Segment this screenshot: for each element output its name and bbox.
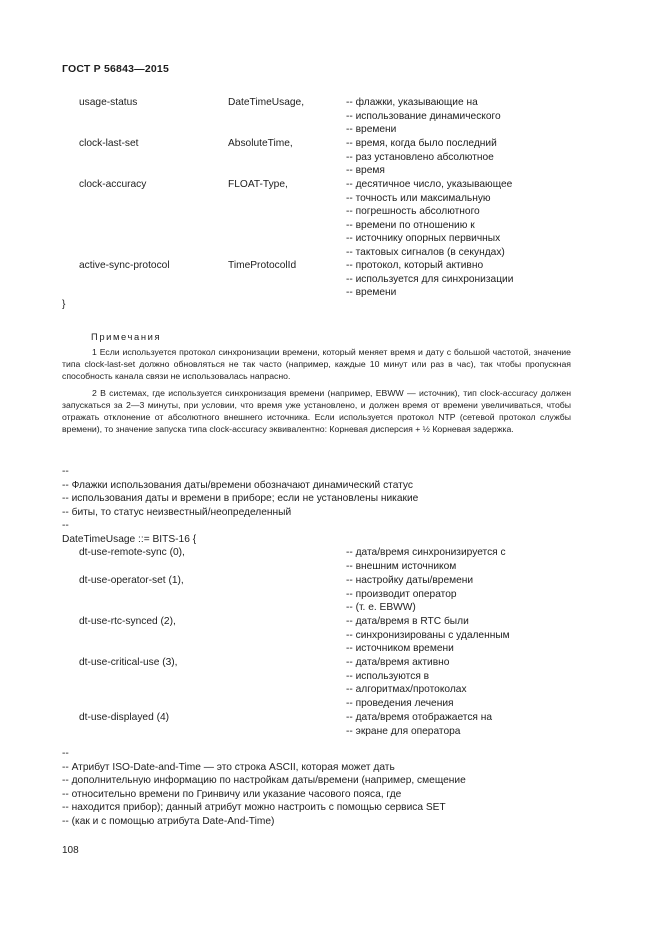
attr-name: active-sync-protocol <box>79 260 170 271</box>
closing-brace: } <box>62 299 66 310</box>
code-line: -- Флажки использования даты/времени обозначают динамический статус <box>62 479 414 491</box>
code-line: -- биты, то статус неизвестный/неопределенный <box>62 506 292 518</box>
comment-line: -- источнику опорных первичных <box>346 233 501 244</box>
standard-header: ГОСТ Р 56843—2015 <box>62 63 170 75</box>
code-line: -- Атрибут ISO-Date-and-Time — это строка ASCII, которая может дать <box>62 761 395 773</box>
comment-line: -- настройку даты/времени <box>346 575 474 586</box>
comment-line: -- дата/время синхронизируется с <box>346 547 506 558</box>
comment-line: -- дата/время в RTC были <box>346 616 469 627</box>
comment-line: -- точность или максимальную <box>346 192 491 204</box>
comment-line: -- раз установлено абсолютное <box>346 151 494 163</box>
bit-name: dt-use-rtc-synced (2), <box>79 616 176 627</box>
bit-name: dt-use-operator-set (1), <box>79 575 184 586</box>
code-line: -- дополнительную информацию по настройкам даты/времени (например, смещение <box>62 775 466 786</box>
note-2: 2 В системах, где используется синхронизация времени (например, EBWW — источник), тип clock-accuracy должен запускаться за 2—3 минуты, при условии, что время уже установлено, и должен время от времени увеличиваться, чтобы отражать отклонение от абсолютного внешнего источника. Если используется протокол NTP (сетевой протокол службы времени), то значение запуска типа clock-accuracy эквивалентно: Корневая дисперсия + ½ Корневая задержка. <box>62 388 571 434</box>
code-line: -- использования даты и времени в приборе; если не установлены никакие <box>62 493 419 504</box>
attr-comment <box>346 96 501 137</box>
comment-line: -- производит оператор <box>346 588 457 600</box>
code-line: -- находится прибор); данный атрибут можно настроить с помощью сервиса SET <box>62 802 446 813</box>
attr-comment <box>346 137 497 178</box>
comment-line: -- погрешность абсолютного <box>346 206 480 217</box>
comment-line: -- протокол, который активно <box>346 260 484 271</box>
comment-line: -- используются в <box>346 670 430 682</box>
bit-comment <box>346 615 510 656</box>
page-number: 108 <box>62 845 79 856</box>
attr-name: clock-accuracy <box>79 179 147 190</box>
attr-name: clock-last-set <box>79 138 139 149</box>
bit-name: dt-use-displayed (4) <box>79 712 170 723</box>
comment-line: -- времени <box>346 124 397 135</box>
code-line: -- относительно времени по Гринвичу или указание часового пояса, где <box>62 788 402 800</box>
attr-comment <box>346 178 512 259</box>
comment-line: -- времени <box>346 287 397 298</box>
comment-line: -- дата/время отображается на <box>346 712 493 723</box>
comment-line: -- флажки, указывающие на <box>346 97 478 108</box>
comment-line: -- десятичное число, указывающее <box>346 179 513 190</box>
note-1: 1 Если используется протокол синхронизации времени, который меняет время и дату с большой частотой, значение типа clock-last-set должно обновляться не так часто (например, каждые 10 минут или раз в час), так чтобы пропускная способность канала связи не использовалась напрасно. <box>62 347 571 381</box>
bit-name: dt-use-remote-sync (0), <box>79 547 185 558</box>
comment-line: -- (т. е. EBWW) <box>346 602 416 613</box>
bit-comment <box>346 546 506 573</box>
attr-type: FLOAT-Type, <box>228 179 288 190</box>
code-line: -- <box>62 520 69 531</box>
comment-line: -- источником времени <box>346 643 454 654</box>
code-line: -- (как и с помощью атрибута Date-And-Time) <box>62 815 275 827</box>
comment-line: -- время <box>346 165 385 176</box>
comment-line: -- алгоритмах/протоколах <box>346 684 467 695</box>
comment-line: -- внешним источником <box>346 560 457 572</box>
comment-line: -- синхронизированы с удаленным <box>346 629 510 641</box>
comment-line: -- дата/время активно <box>346 657 450 668</box>
attr-type: DateTimeUsage, <box>228 97 305 108</box>
type-definition: DateTimeUsage ::= BITS-16 { <box>62 533 197 545</box>
attr-comment <box>346 259 513 300</box>
bit-comment <box>346 656 467 710</box>
attr-type: TimeProtocolId <box>228 260 297 271</box>
code-line: -- <box>62 466 69 477</box>
attr-name: usage-status <box>79 97 138 108</box>
comment-line: -- экране для оператора <box>346 725 461 737</box>
notes-title: Примечания <box>91 331 162 342</box>
comment-line: -- тактовых сигналов (в секундах) <box>346 246 505 258</box>
code-line: -- <box>62 748 69 759</box>
comment-line: -- время, когда было последний <box>346 138 497 149</box>
bit-comment <box>346 711 492 738</box>
attr-type: AbsoluteTime, <box>228 138 293 149</box>
bit-name: dt-use-critical-use (3), <box>79 657 178 668</box>
bit-comment <box>346 574 473 615</box>
comment-line: -- проведения лечения <box>346 697 454 709</box>
comment-line: -- использование динамического <box>346 110 501 122</box>
comment-line: -- времени по отношению к <box>346 219 475 231</box>
comment-line: -- используется для синхронизации <box>346 273 514 285</box>
